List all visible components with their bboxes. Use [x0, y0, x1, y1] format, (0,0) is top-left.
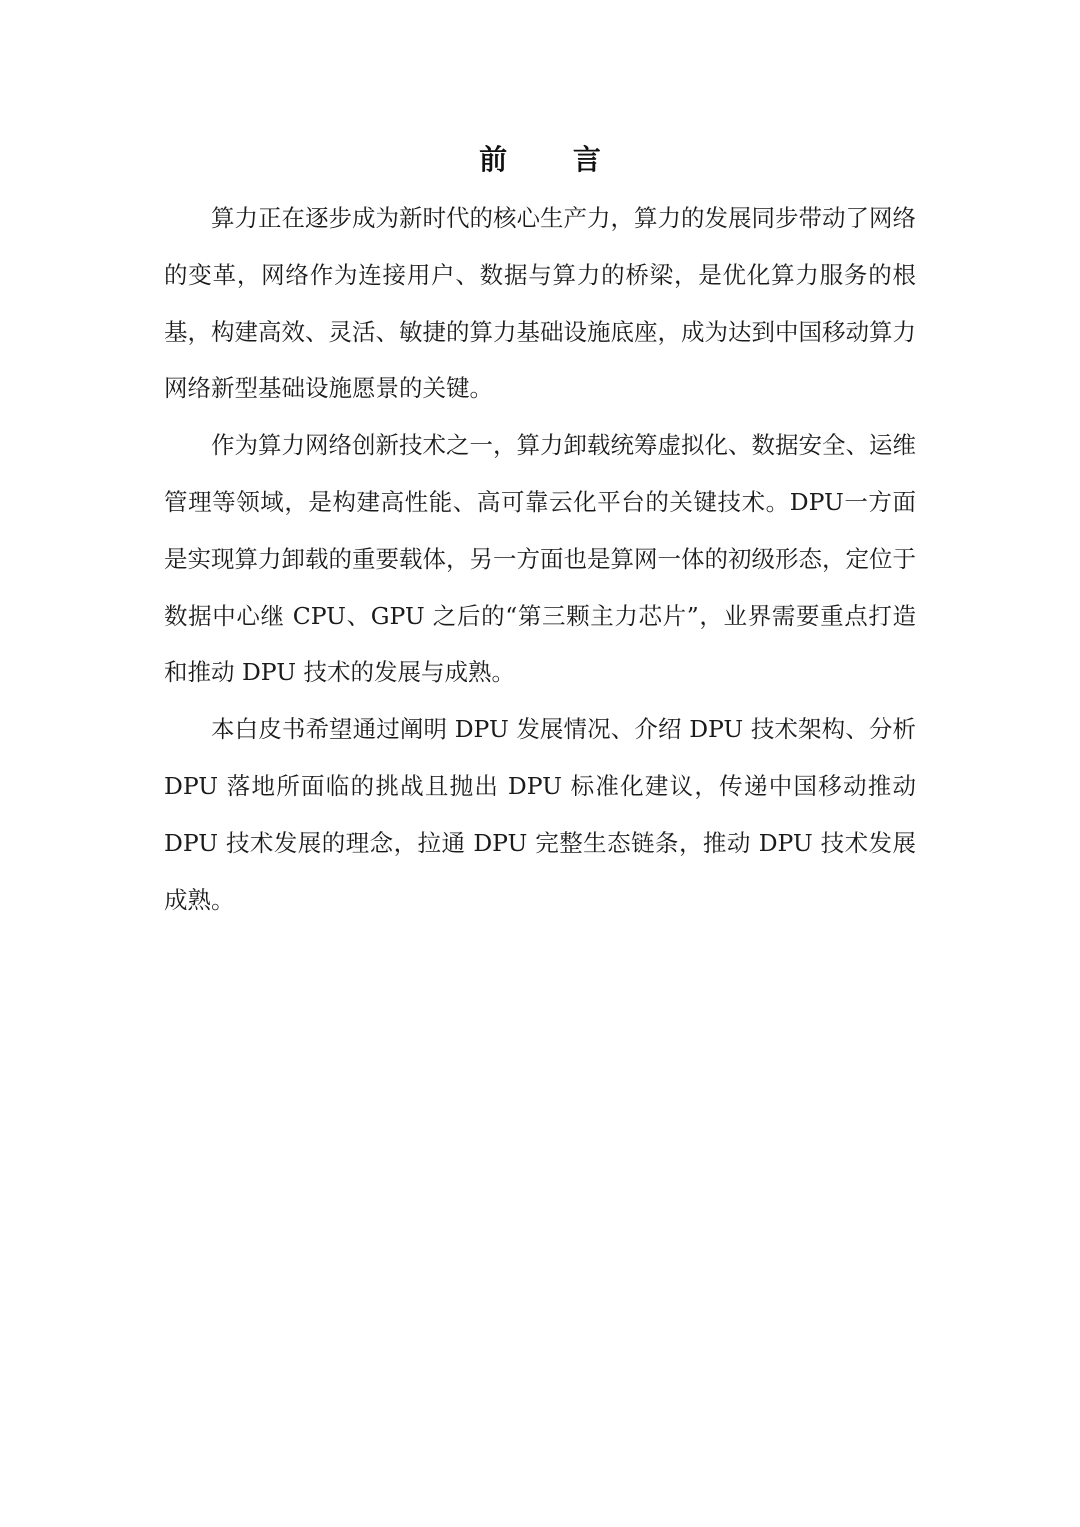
preface-body: [164, 190, 916, 928]
paragraph-3: 本白皮书希望通过阐明 DPU 发展情况、介绍 DPU 技术架构、分析 DPU 落地所面临的挑战且抛出 DPU 标准化建议，传递中国移动推动 DPU 技术发展的理念，拉通 DPU 完整生态链条，推动 DPU 技术发展成熟。: [164, 715, 916, 914]
paragraph-1: 算力正在逐步成为新时代的核心生产力，算力的发展同步带动了网络的变革，网络作为连接用户、数据与算力的桥梁，是优化算力服务的根基，构建高效、灵活、敏捷的算力基础设施底座，成为达到中国移动算力网络新型基础设施愿景的关键。: [164, 204, 916, 403]
paragraph-2: 作为算力网络创新技术之一，算力卸载统筹虚拟化、数据安全、运维管理等领域，是构建高性能、高可靠云化平台的关键技术。DPU一方面是实现算力卸载的重要载体，另一方面也是算网一体的初级形态，定位于数据中心继 CPU、GPU 之后的“第三颗主力芯片”，业界需要重点打造和推动 DPU 技术的发展与成熟。: [164, 431, 916, 687]
page-title: 前 言: [479, 143, 629, 176]
